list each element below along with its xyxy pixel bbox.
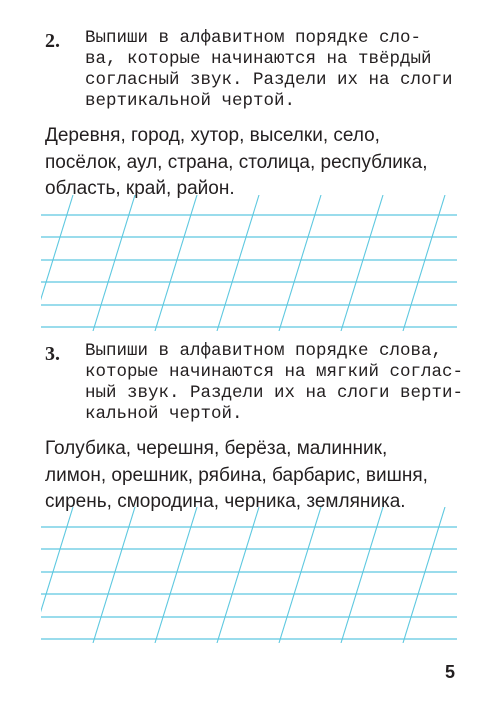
word-list-line: посёлок, аул, страна, столица, республика, — [45, 151, 428, 173]
instruction-line: ва, которые начинаются на твёрдый — [85, 49, 432, 69]
exercise-instruction — [85, 28, 457, 112]
word-list-line: Деревня, город, хутор, выселки, село, — [45, 125, 380, 146]
word-list-line: лимон, орешник, рябина, барбарис, вишня, — [45, 464, 428, 486]
exercise-instruction — [85, 341, 464, 425]
exercise-number: 2. — [45, 30, 60, 52]
instruction-line: ный звук. Раздели их на слоги верти- — [85, 383, 464, 403]
writing-lines[interactable] — [41, 195, 457, 331]
page-number: 5 — [444, 662, 455, 682]
writing-lines[interactable] — [41, 507, 457, 643]
instruction-line: Выпиши в алфавитном порядке сло- — [85, 28, 422, 48]
word-list-line: область, край, район. — [45, 178, 235, 199]
instruction-line: вертикальной чертой. — [85, 91, 296, 111]
word-list-line: Голубика, черешня, берёза, малинник, — [45, 438, 388, 459]
exercise-number: 3. — [45, 343, 60, 365]
instruction-line: которые начинаются на мягкий соглас- — [85, 362, 464, 382]
word-list — [45, 436, 465, 516]
word-list — [45, 123, 465, 203]
instruction-line: кальной чертой. — [85, 404, 243, 424]
instruction-line: согласный звук. Раздели их на слоги — [85, 70, 453, 90]
word-list-line: сирень, смородина, черника, земляника. — [45, 491, 406, 512]
instruction-line: Выпиши в алфавитном порядке слова, — [85, 341, 443, 361]
